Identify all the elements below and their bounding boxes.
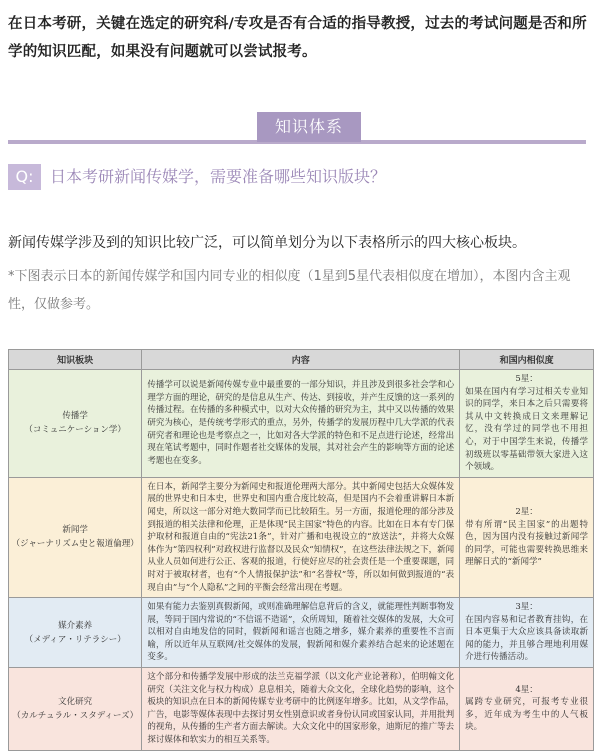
table-row: [9, 598, 594, 668]
row-rating: 2星：: [515, 506, 538, 517]
row-content: 这个部分和传播学发展中形成的法兰克福学派（以文化产业论著称），伯明翰文化研究（关注文化与权力构成）息息相关，随着大众文化，全球化趋势的影响，这个板块的知识点在日本的新闻传媒专业考研中的比例逐年增多。比如，从文学作品，广告，电影等媒体表现中去探讨男女性别意识或者身份认同或国家认同，并用批判的视角，从传播的生产者方面去解读。大众文化中的国家形象，迪斯尼的推广等去探讨媒体和软实力的相互关系等。: [142, 668, 460, 751]
row-name-cell: [9, 668, 142, 751]
row-name-ja: （ジャーナリズム史と報道倫理）: [11, 539, 139, 550]
intro-paragraph: 在日本考研，关键在选定的研究科/专攻是否有合适的指导教授，过去的考试问题是否和所学的知识匹配，如果没有问题就可以尝试报考。: [8, 16, 587, 60]
row-rating: 3星：: [515, 602, 538, 613]
row-rating: 5星：: [515, 374, 538, 384]
row-rating-text: 属跨专业研究，可报考专业很多，近年成为考生中的人气板块。: [465, 697, 588, 733]
row-name: 传播学: [62, 411, 88, 422]
row-content: 在日本，新闻学主要分为新闻史和报道伦理两大部分。其中新闻史包括大众媒体发展的世界史和日本史，世界史和国内重合度比较高，但是国内不会着重讲解日本新闻史，所以这一部分对绝大数同学而已比较陌生。另一方面，报道伦理的部分涉及到报道的相关法律和伦理，正是体现“民主国家”特色的内容。比如在日本有专门保护取材和报道自由的“宪法21条”，针对广播和电视设立的“放送法”，并将大众媒体作为“第四权利”对政权进行监督以及民众“知情权”，在这些法律法规之下，新闻从业人员如何进行公正、客观的报道，行使好应尽的社会责任是一个重要课题，同时对于被取材者，也有“个人情报保护法”和“名誉权”等，所以如何做到报道的“表现自由”与“个人隐私”之间的平衡会经常出现在考题。: [142, 477, 460, 597]
body-paragraph: 新闻传媒学涉及到的知识比较广泛，可以简单划分为以下表格所示的四大核心板块。: [8, 235, 526, 251]
table-row: [9, 668, 594, 751]
question-text: 日本考研新闻传媒学，需要准备哪些知识版块？: [50, 167, 387, 186]
row-rating-cell: [460, 598, 594, 668]
row-rating-cell: [460, 370, 594, 478]
row-name-ja: （カルチュラル・スタディーズ）: [12, 710, 139, 721]
row-name: 文化研究: [58, 696, 93, 707]
row-name-ja: （メディア・リテラシー）: [24, 634, 126, 645]
row-name-ja: （コミュニケーション学）: [24, 425, 126, 436]
row-rating-cell: [460, 477, 594, 597]
table-header: 内容: [142, 350, 460, 370]
row-rating-text: 如果在国内有学习过相关专业知识的同学，来日本之后只需要将其从中文转换成日文来理解记忆，没有学过的同学也不用担心，对于中国学生来说，传播学初级班以零基础带领大家进入这个领域。: [465, 386, 588, 473]
table-header-row: [9, 350, 594, 370]
row-content: 如果有能力去鉴别真假新闻，或则准确理解信息背后的含义，就能理性判断事物发展，等同于国内常说的“不信谣不造谣”，众所周知，随着社交媒体的发展，大众可以相对自由地发信的同时，假新闻和谣言也随之增多，媒介素养的重要性不言而喻，所以近年从互联网/社交媒体的发展，假新闻和媒介素养结合起来的论述题在变多。: [142, 598, 460, 668]
section-title: 知识体系: [257, 112, 361, 142]
row-rating: 4星：: [515, 684, 538, 695]
row-rating-text: 带有所谓“民主国家”的出题特色，因为国内没有接触过新闻学的同学，可能也需要转换思维来理解日式的“新闻学”: [465, 519, 588, 568]
question-row: [8, 164, 588, 190]
row-name: 新闻学: [62, 525, 88, 536]
row-name-cell: [9, 477, 142, 597]
table-row: [9, 477, 594, 597]
row-name-cell: [9, 598, 142, 668]
note-paragraph: *下图表示日本的新闻传媒学和国内同专业的相似度（1星到5星代表相似度在增加），本图内含主观性，仅做参考。: [8, 269, 571, 312]
question-badge: Q:: [8, 164, 41, 190]
row-rating-text: 在国内容易和记者教育挂钩，在日本更集于大众应该具备读取新闻的能力，并且够合理地利用媒介进行传播活动。: [465, 614, 588, 663]
row-name-cell: [9, 370, 142, 478]
row-name: 媒介素养: [58, 620, 93, 631]
table-header: 知识板块: [9, 350, 142, 370]
row-rating-cell: [460, 668, 594, 751]
table-row: [9, 370, 594, 478]
section-header: [8, 112, 586, 146]
row-content: 传播学可以说是新闻传媒专业中最重要的一部分知识，并且涉及到很多社会学和心理学方面的理论，研究的是信息从生产、传达、到接收，并产生反馈的这一系列的传播过程。在传播的多种模式中，以对大众传播的研究为主，其中又以传播的效果研究为核心，是传统考学形式的重点，另外，传播学的发展历程中几大学派的代表研究者和理论也是考察点之一，比如对各大学派的特色和不足点进行论述，经常出现在笔试考题中，同时作题者社交媒体的发展，其对社会产生的影响等方面的论述考题也在变多。: [142, 370, 460, 478]
knowledge-table: [8, 349, 594, 751]
table-header: 和国内相似度: [460, 350, 594, 370]
